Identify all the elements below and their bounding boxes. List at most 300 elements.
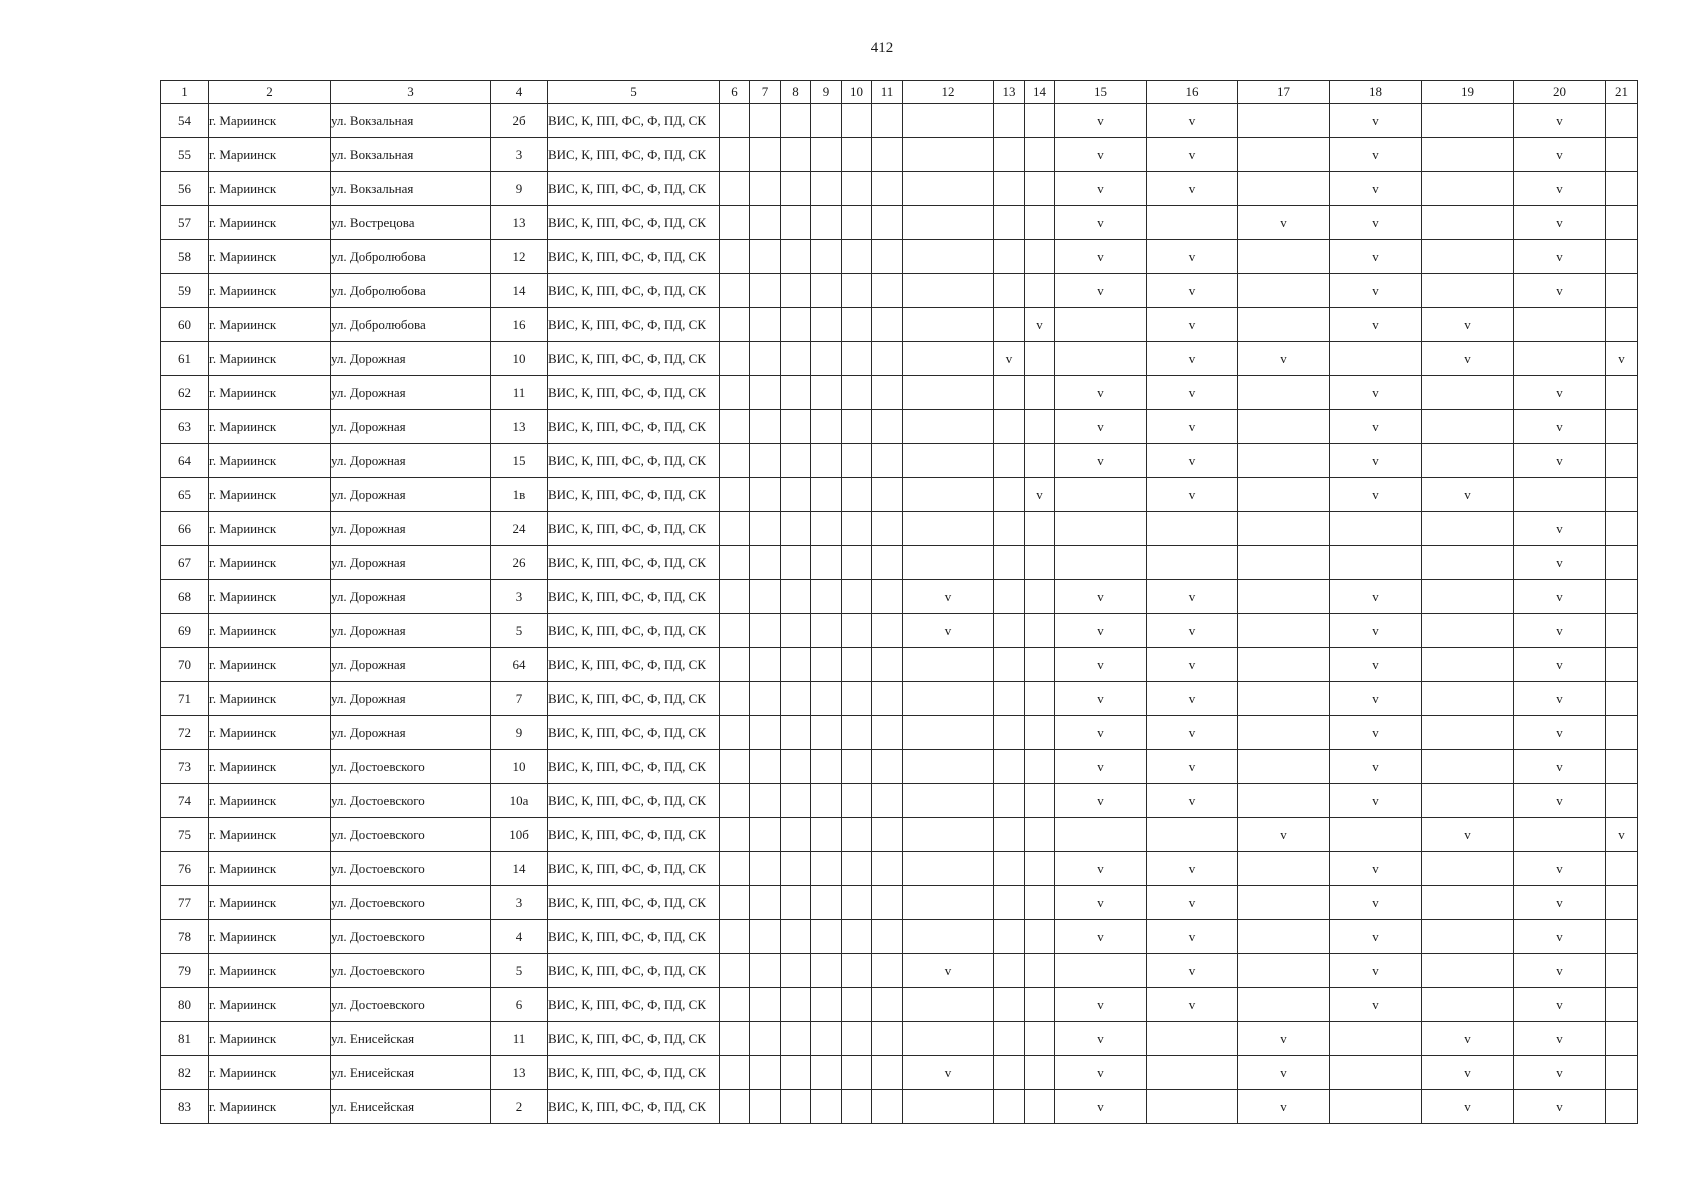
- check-mark: v: [1464, 486, 1471, 502]
- mark-cell-col-14: [1025, 648, 1055, 682]
- mark-cell-col-21: [1606, 988, 1638, 1022]
- mark-cell-col-21: [1606, 648, 1638, 682]
- mark-cell-col-14: [1025, 206, 1055, 240]
- table-row: [161, 886, 1638, 920]
- mark-cell-col-6: [720, 920, 750, 954]
- mark-cell-col-6: [720, 240, 750, 274]
- mark-cell-col-8: [781, 1056, 811, 1090]
- mark-cell-col-17: [1238, 852, 1330, 886]
- mark-cell-col-15: [1055, 478, 1147, 512]
- mark-cell-col-10: [842, 954, 872, 988]
- mark-cell-col-20: [1514, 376, 1606, 410]
- mark-cell-col-9: [811, 138, 842, 172]
- city-cell: г. Мариинск: [209, 886, 331, 920]
- mark-cell-col-7: [750, 512, 781, 546]
- check-mark: v: [1372, 316, 1379, 332]
- mark-cell-col-12: [903, 240, 994, 274]
- mark-cell-col-11: [872, 750, 903, 784]
- mark-cell-col-17: [1238, 818, 1330, 852]
- mark-cell-col-20: [1514, 852, 1606, 886]
- mark-cell-col-15: [1055, 682, 1147, 716]
- check-mark: v: [1556, 622, 1563, 638]
- mark-cell-col-18: [1330, 716, 1422, 750]
- mark-cell-col-16: [1147, 240, 1238, 274]
- mark-cell-col-19: [1422, 410, 1514, 444]
- mark-cell-col-14: [1025, 1056, 1055, 1090]
- mark-cell-col-11: [872, 580, 903, 614]
- mark-cell-col-18: [1330, 920, 1422, 954]
- mark-cell-col-9: [811, 682, 842, 716]
- mark-cell-col-11: [872, 682, 903, 716]
- mark-cell-col-12: [903, 716, 994, 750]
- house-number-cell: 10а: [491, 784, 548, 818]
- mark-cell-col-10: [842, 886, 872, 920]
- mark-cell-col-7: [750, 580, 781, 614]
- mark-cell-col-19: [1422, 580, 1514, 614]
- check-mark: v: [1280, 214, 1287, 230]
- table-row: [161, 274, 1638, 308]
- row-number: 71: [161, 682, 209, 716]
- street-cell: ул. Вокзальная: [331, 172, 491, 206]
- street-cell: ул. Вострецова: [331, 206, 491, 240]
- row-number: 59: [161, 274, 209, 308]
- column-header-14: 14: [1025, 81, 1055, 104]
- mark-cell-col-9: [811, 512, 842, 546]
- mark-cell-col-18: [1330, 410, 1422, 444]
- mark-cell-col-11: [872, 274, 903, 308]
- check-mark: v: [1097, 248, 1104, 264]
- mark-cell-col-15: [1055, 206, 1147, 240]
- check-mark: v: [1188, 656, 1196, 672]
- mark-cell-col-13: [994, 648, 1025, 682]
- house-number-cell: 10: [491, 342, 548, 376]
- street-cell: ул. Дорожная: [331, 342, 491, 376]
- mark-cell-col-20: [1514, 648, 1606, 682]
- column-header-15: 15: [1055, 81, 1147, 104]
- mark-cell-col-21: [1606, 172, 1638, 206]
- mark-cell-col-10: [842, 988, 872, 1022]
- check-mark: v: [1556, 962, 1563, 978]
- table-row: [161, 342, 1638, 376]
- column-header-12: 12: [903, 81, 994, 104]
- city-cell: г. Мариинск: [209, 308, 331, 342]
- check-mark: v: [1097, 1030, 1104, 1046]
- mark-cell-col-16: [1147, 852, 1238, 886]
- category-cell: ВИС, К, ПП, ФС, Ф, ПД, СК: [548, 240, 720, 274]
- mark-cell-col-11: [872, 478, 903, 512]
- street-cell: ул. Добролюбова: [331, 274, 491, 308]
- mark-cell-col-9: [811, 648, 842, 682]
- row-number: 70: [161, 648, 209, 682]
- category-cell: ВИС, К, ПП, ФС, Ф, ПД, СК: [548, 1022, 720, 1056]
- mark-cell-col-6: [720, 716, 750, 750]
- mark-cell-col-17: [1238, 920, 1330, 954]
- street-cell: ул. Достоевского: [331, 988, 491, 1022]
- category-cell: ВИС, К, ПП, ФС, Ф, ПД, СК: [548, 172, 720, 206]
- mark-cell-col-18: [1330, 886, 1422, 920]
- mark-cell-col-13: [994, 1022, 1025, 1056]
- column-header-20: 20: [1514, 81, 1606, 104]
- mark-cell-col-13: [994, 682, 1025, 716]
- mark-cell-col-20: [1514, 954, 1606, 988]
- row-number: 66: [161, 512, 209, 546]
- check-mark: v: [1372, 622, 1379, 638]
- mark-cell-col-21: [1606, 376, 1638, 410]
- mark-cell-col-7: [750, 274, 781, 308]
- row-number: 75: [161, 818, 209, 852]
- mark-cell-col-8: [781, 444, 811, 478]
- column-header-19: 19: [1422, 81, 1514, 104]
- mark-cell-col-7: [750, 614, 781, 648]
- mark-cell-col-10: [842, 750, 872, 784]
- check-mark: v: [1556, 690, 1563, 706]
- check-mark: v: [1556, 1064, 1563, 1080]
- street-cell: ул. Достоевского: [331, 818, 491, 852]
- mark-cell-col-7: [750, 886, 781, 920]
- column-header-8: 8: [781, 81, 811, 104]
- street-cell: ул. Дорожная: [331, 648, 491, 682]
- house-number-cell: 2: [491, 1090, 548, 1124]
- mark-cell-col-18: [1330, 988, 1422, 1022]
- mark-cell-col-12: [903, 818, 994, 852]
- mark-cell-col-20: [1514, 206, 1606, 240]
- check-mark: v: [1372, 384, 1379, 400]
- mark-cell-col-11: [872, 376, 903, 410]
- table-row: [161, 716, 1638, 750]
- mark-cell-col-6: [720, 138, 750, 172]
- mark-cell-col-10: [842, 1090, 872, 1124]
- mark-cell-col-17: [1238, 512, 1330, 546]
- mark-cell-col-6: [720, 478, 750, 512]
- street-cell: ул. Дорожная: [331, 682, 491, 716]
- mark-cell-col-9: [811, 546, 842, 580]
- mark-cell-col-9: [811, 886, 842, 920]
- city-cell: г. Мариинск: [209, 1022, 331, 1056]
- mark-cell-col-10: [842, 376, 872, 410]
- mark-cell-col-16: [1147, 308, 1238, 342]
- mark-cell-col-21: [1606, 308, 1638, 342]
- mark-cell-col-19: [1422, 852, 1514, 886]
- mark-cell-col-13: [994, 240, 1025, 274]
- mark-cell-col-9: [811, 784, 842, 818]
- mark-cell-col-17: [1238, 172, 1330, 206]
- column-header-9: 9: [811, 81, 842, 104]
- mark-cell-col-8: [781, 546, 811, 580]
- street-cell: ул. Вокзальная: [331, 138, 491, 172]
- mark-cell-col-11: [872, 852, 903, 886]
- mark-cell-col-15: [1055, 614, 1147, 648]
- check-mark: v: [1280, 1030, 1287, 1046]
- mark-cell-col-21: [1606, 104, 1638, 138]
- mark-cell-col-13: [994, 1056, 1025, 1090]
- check-mark: v: [1556, 520, 1563, 536]
- mark-cell-col-12: [903, 920, 994, 954]
- mark-cell-col-16: [1147, 138, 1238, 172]
- category-cell: ВИС, К, ПП, ФС, Ф, ПД, СК: [548, 886, 720, 920]
- mark-cell-col-8: [781, 104, 811, 138]
- mark-cell-col-6: [720, 512, 750, 546]
- check-mark: v: [1372, 588, 1379, 604]
- mark-cell-col-11: [872, 240, 903, 274]
- mark-cell-col-18: [1330, 580, 1422, 614]
- check-mark: v: [1372, 724, 1379, 740]
- mark-cell-col-21: [1606, 750, 1638, 784]
- mark-cell-col-21: [1606, 206, 1638, 240]
- mark-cell-col-6: [720, 648, 750, 682]
- mark-cell-col-10: [842, 138, 872, 172]
- mark-cell-col-17: [1238, 104, 1330, 138]
- mark-cell-col-21: [1606, 410, 1638, 444]
- mark-cell-col-15: [1055, 852, 1147, 886]
- row-number: 58: [161, 240, 209, 274]
- mark-cell-col-16: [1147, 478, 1238, 512]
- mark-cell-col-6: [720, 682, 750, 716]
- mark-cell-col-7: [750, 342, 781, 376]
- mark-cell-col-12: [903, 852, 994, 886]
- check-mark: v: [1372, 180, 1379, 196]
- mark-cell-col-12: [903, 648, 994, 682]
- mark-cell-col-20: [1514, 512, 1606, 546]
- mark-cell-col-17: [1238, 410, 1330, 444]
- mark-cell-col-10: [842, 818, 872, 852]
- house-number-cell: 6: [491, 988, 548, 1022]
- mark-cell-col-15: [1055, 512, 1147, 546]
- mark-cell-col-17: [1238, 138, 1330, 172]
- column-header-17: 17: [1238, 81, 1330, 104]
- mark-cell-col-10: [842, 206, 872, 240]
- check-mark: v: [1556, 894, 1563, 910]
- city-cell: г. Мариинск: [209, 376, 331, 410]
- mark-cell-col-18: [1330, 206, 1422, 240]
- mark-cell-col-21: [1606, 716, 1638, 750]
- check-mark: v: [1097, 690, 1104, 706]
- table-row: [161, 1090, 1638, 1124]
- check-mark: v: [1097, 452, 1104, 468]
- mark-cell-col-15: [1055, 886, 1147, 920]
- house-number-cell: 3: [491, 138, 548, 172]
- mark-cell-col-10: [842, 444, 872, 478]
- check-mark: v: [1372, 282, 1379, 298]
- check-mark: v: [1372, 214, 1379, 230]
- mark-cell-col-7: [750, 750, 781, 784]
- mark-cell-col-12: [903, 1022, 994, 1056]
- mark-cell-col-17: [1238, 614, 1330, 648]
- mark-cell-col-13: [994, 988, 1025, 1022]
- mark-cell-col-10: [842, 172, 872, 206]
- category-cell: ВИС, К, ПП, ФС, Ф, ПД, СК: [548, 1056, 720, 1090]
- mark-cell-col-19: [1422, 342, 1514, 376]
- category-cell: ВИС, К, ПП, ФС, Ф, ПД, СК: [548, 648, 720, 682]
- column-header-5: 5: [548, 81, 720, 104]
- check-mark: v: [1280, 1098, 1287, 1114]
- mark-cell-col-12: [903, 1056, 994, 1090]
- mark-cell-col-13: [994, 920, 1025, 954]
- mark-cell-col-20: [1514, 138, 1606, 172]
- mark-cell-col-19: [1422, 648, 1514, 682]
- check-mark: v: [1556, 214, 1563, 230]
- mark-cell-col-10: [842, 716, 872, 750]
- mark-cell-col-17: [1238, 240, 1330, 274]
- mark-cell-col-12: [903, 274, 994, 308]
- mark-cell-col-8: [781, 410, 811, 444]
- street-cell: ул. Достоевского: [331, 886, 491, 920]
- table-row: [161, 308, 1638, 342]
- mark-cell-col-8: [781, 682, 811, 716]
- mark-cell-col-19: [1422, 784, 1514, 818]
- city-cell: г. Мариинск: [209, 478, 331, 512]
- check-mark: v: [1464, 350, 1471, 366]
- check-mark: v: [1097, 1064, 1104, 1080]
- row-number: 81: [161, 1022, 209, 1056]
- check-mark: v: [1556, 180, 1563, 196]
- mark-cell-col-9: [811, 342, 842, 376]
- mark-cell-col-14: [1025, 410, 1055, 444]
- mark-cell-col-20: [1514, 682, 1606, 716]
- mark-cell-col-6: [720, 308, 750, 342]
- mark-cell-col-15: [1055, 274, 1147, 308]
- mark-cell-col-13: [994, 410, 1025, 444]
- mark-cell-col-6: [720, 818, 750, 852]
- row-number: 68: [161, 580, 209, 614]
- mark-cell-col-13: [994, 614, 1025, 648]
- column-header-21: 21: [1606, 81, 1638, 104]
- mark-cell-col-20: [1514, 988, 1606, 1022]
- mark-cell-col-12: [903, 512, 994, 546]
- mark-cell-col-6: [720, 342, 750, 376]
- table-row: [161, 138, 1638, 172]
- mark-cell-col-10: [842, 648, 872, 682]
- row-number: 55: [161, 138, 209, 172]
- check-mark: v: [1188, 758, 1196, 774]
- mark-cell-col-11: [872, 886, 903, 920]
- mark-cell-col-14: [1025, 852, 1055, 886]
- mark-cell-col-13: [994, 376, 1025, 410]
- mark-cell-col-6: [720, 1090, 750, 1124]
- row-number: 74: [161, 784, 209, 818]
- house-number-cell: 15: [491, 444, 548, 478]
- mark-cell-col-18: [1330, 784, 1422, 818]
- check-mark: v: [1097, 588, 1104, 604]
- mark-cell-col-11: [872, 104, 903, 138]
- mark-cell-col-14: [1025, 342, 1055, 376]
- city-cell: г. Мариинск: [209, 716, 331, 750]
- mark-cell-col-7: [750, 1022, 781, 1056]
- check-mark: v: [1556, 996, 1563, 1012]
- mark-cell-col-17: [1238, 886, 1330, 920]
- mark-cell-col-17: [1238, 716, 1330, 750]
- mark-cell-col-10: [842, 852, 872, 886]
- house-number-cell: 13: [491, 206, 548, 240]
- mark-cell-col-9: [811, 410, 842, 444]
- category-cell: ВИС, К, ПП, ФС, Ф, ПД, СК: [548, 376, 720, 410]
- mark-cell-col-19: [1422, 716, 1514, 750]
- mark-cell-col-17: [1238, 682, 1330, 716]
- check-mark: v: [1097, 928, 1104, 944]
- row-number: 79: [161, 954, 209, 988]
- column-header-7: 7: [750, 81, 781, 104]
- street-cell: ул. Дорожная: [331, 580, 491, 614]
- mark-cell-col-8: [781, 580, 811, 614]
- mark-cell-col-19: [1422, 308, 1514, 342]
- mark-cell-col-7: [750, 784, 781, 818]
- table-row: [161, 478, 1638, 512]
- mark-cell-col-21: [1606, 478, 1638, 512]
- mark-cell-col-16: [1147, 750, 1238, 784]
- check-mark: v: [1556, 1098, 1563, 1114]
- mark-cell-col-19: [1422, 682, 1514, 716]
- street-cell: ул. Дорожная: [331, 478, 491, 512]
- mark-cell-col-9: [811, 104, 842, 138]
- mark-cell-col-20: [1514, 1022, 1606, 1056]
- mark-cell-col-15: [1055, 342, 1147, 376]
- row-number: 78: [161, 920, 209, 954]
- house-number-cell: 14: [491, 274, 548, 308]
- check-mark: v: [1556, 860, 1563, 876]
- table-row: [161, 206, 1638, 240]
- mark-cell-col-8: [781, 716, 811, 750]
- check-mark: v: [1188, 724, 1196, 740]
- table-row: [161, 580, 1638, 614]
- mark-cell-col-9: [811, 750, 842, 784]
- mark-cell-col-7: [750, 478, 781, 512]
- table-row: [161, 546, 1638, 580]
- mark-cell-col-19: [1422, 138, 1514, 172]
- mark-cell-col-17: [1238, 444, 1330, 478]
- check-mark: v: [1036, 316, 1043, 332]
- mark-cell-col-19: [1422, 376, 1514, 410]
- mark-cell-col-15: [1055, 818, 1147, 852]
- mark-cell-col-14: [1025, 920, 1055, 954]
- mark-cell-col-17: [1238, 1022, 1330, 1056]
- mark-cell-col-14: [1025, 1090, 1055, 1124]
- mark-cell-col-12: [903, 614, 994, 648]
- mark-cell-col-8: [781, 308, 811, 342]
- check-mark: v: [1372, 112, 1379, 128]
- mark-cell-col-12: [903, 954, 994, 988]
- mark-cell-col-21: [1606, 546, 1638, 580]
- mark-cell-col-18: [1330, 444, 1422, 478]
- mark-cell-col-8: [781, 138, 811, 172]
- mark-cell-col-15: [1055, 750, 1147, 784]
- check-mark: v: [1097, 112, 1104, 128]
- street-cell: ул. Добролюбова: [331, 308, 491, 342]
- house-number-cell: 1в: [491, 478, 548, 512]
- city-cell: г. Мариинск: [209, 784, 331, 818]
- address-table: [160, 80, 1638, 1124]
- column-header-18: 18: [1330, 81, 1422, 104]
- check-mark: v: [1556, 792, 1563, 808]
- mark-cell-col-8: [781, 920, 811, 954]
- mark-cell-col-13: [994, 886, 1025, 920]
- mark-cell-col-14: [1025, 580, 1055, 614]
- mark-cell-col-11: [872, 614, 903, 648]
- mark-cell-col-19: [1422, 240, 1514, 274]
- mark-cell-col-10: [842, 682, 872, 716]
- check-mark: v: [1556, 248, 1563, 264]
- mark-cell-col-8: [781, 1090, 811, 1124]
- check-mark: v: [1097, 146, 1104, 162]
- mark-cell-col-9: [811, 206, 842, 240]
- check-mark: v: [1188, 180, 1196, 196]
- street-cell: ул. Достоевского: [331, 784, 491, 818]
- mark-cell-col-6: [720, 580, 750, 614]
- street-cell: ул. Дорожная: [331, 410, 491, 444]
- mark-cell-col-9: [811, 172, 842, 206]
- mark-cell-col-9: [811, 478, 842, 512]
- mark-cell-col-11: [872, 716, 903, 750]
- check-mark: v: [1097, 758, 1104, 774]
- mark-cell-col-18: [1330, 308, 1422, 342]
